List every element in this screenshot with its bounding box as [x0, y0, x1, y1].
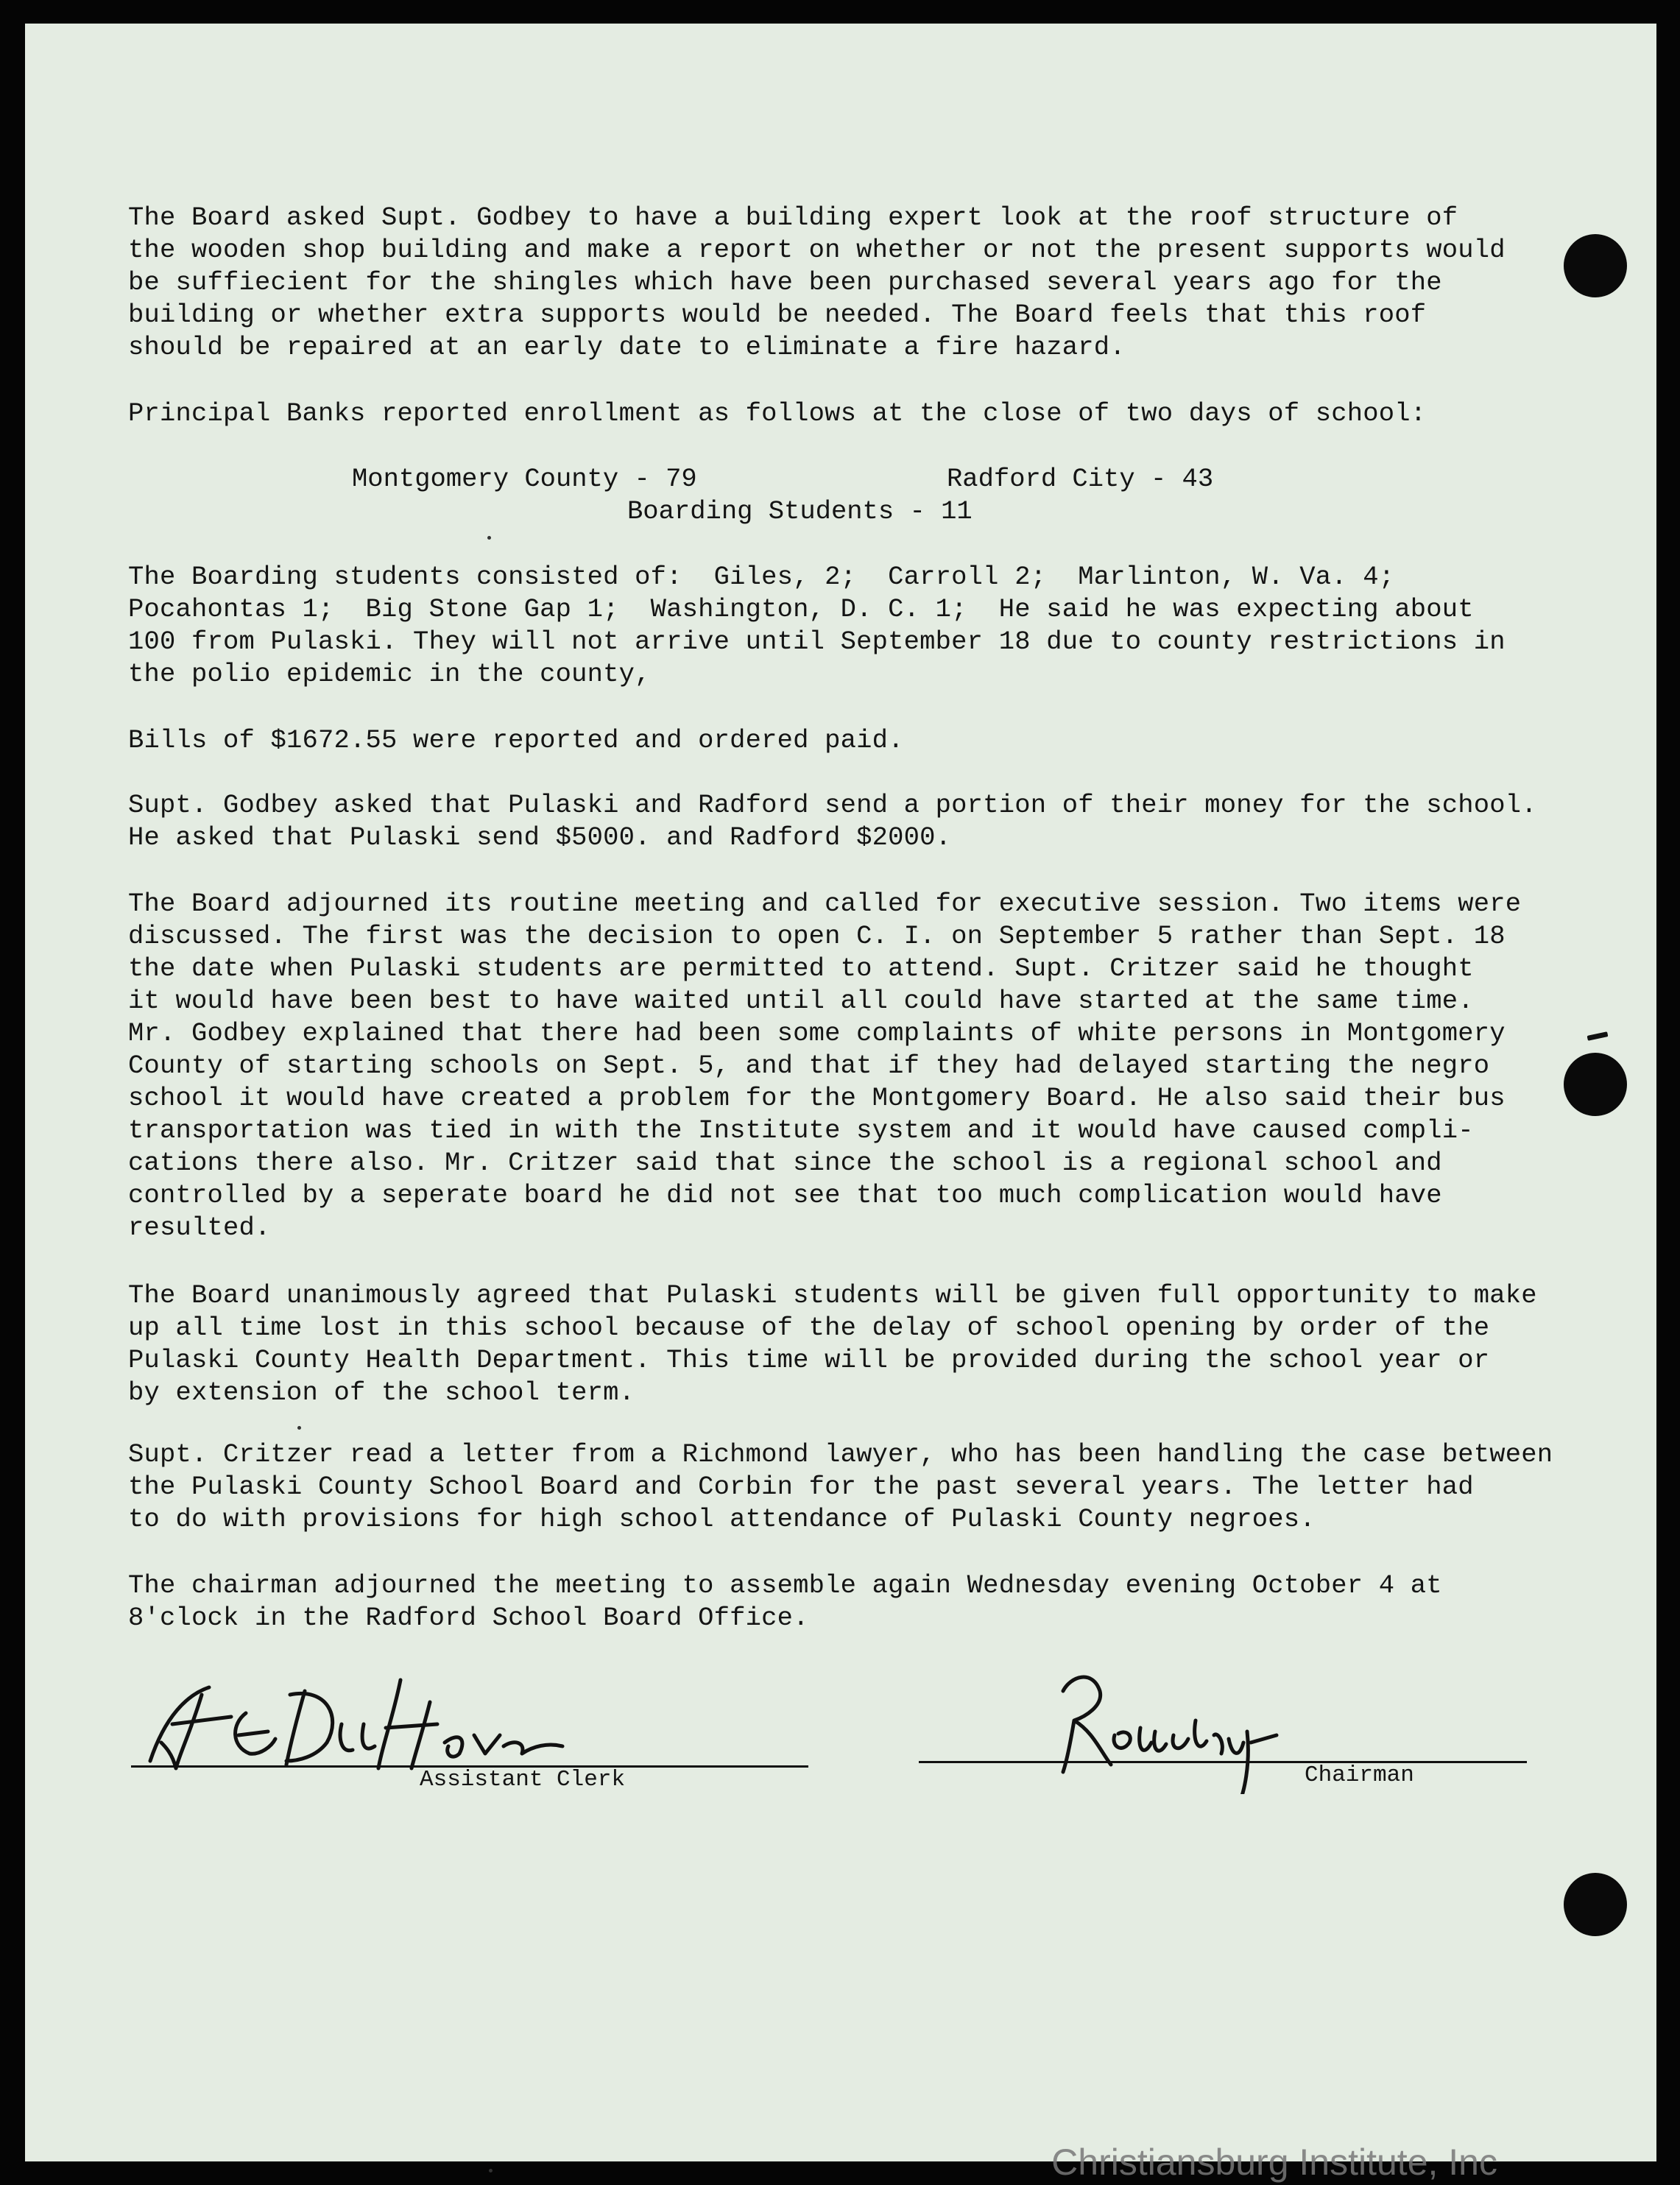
ink-dot [489, 2169, 493, 2172]
ink-dot [297, 1426, 301, 1430]
assistant-clerk-label: Assistant Clerk [420, 1767, 626, 1793]
watermark: Christiansburg Institute, Inc [1051, 2142, 1497, 2183]
enrollment-montgomery: Montgomery County - 79 [352, 464, 697, 494]
paragraph-roof-inspection: The Board asked Supt. Godbey to have a building expert look at the roof structure of the wooden shop building and make a report on whether or not the present supports would be suffiecient for the shingles which have been purchased several years ago for the building or whether extra supports would be needed. The Board feels that this roof should be repaired at an early date to eliminate a fire hazard. [128, 202, 1506, 362]
paragraph-richmond-lawyer: Supt. Critzer read a letter from a Richmond lawyer, who has been handling the case between the Pulaski County School Board and Corbin for the past several years. The letter had to do with provisions for high school attendance of Pulaski County negroes. [128, 1439, 1553, 1534]
paragraph-pulaski-students: The Board unanimously agreed that Pulaski students will be given full opportunity to make up all time lost in this school because of the delay of school opening by order of the Pulaski County Health Department. This time will be provided during the school year or by extension of the school term. [128, 1280, 1537, 1408]
paragraph-funding-request: Supt. Godbey asked that Pulaski and Radford send a portion of their money for the school. He asked that Pulaski send $5000. and Radford $2000. [128, 790, 1537, 853]
paragraph-enrollment-intro: Principal Banks reported enrollment as follows at the close of two days of school: [128, 398, 1427, 428]
paragraph-executive-session: The Board adjourned its routine meeting and called for executive session. Two items were discussed. The first was the decision to open C. I. on September 5 rather than Sept. 18 the date when Pulaski students are permitted to attend. Supt. Critzer said he thought it would have been best to have waited until all could have started at the same time. Mr. Godbey explained that there had been some complaints of white persons in Montgomery County of starting schools on Sept. 5, and that if they had delayed starting the negro school it would have created a problem for the Montgomery Board. He also said their bus transportation was tied in with the Institute system and it would have caused compli- cations there also. Mr. Critzer said that since the school is a regional school and controlled by a seperate board he did not see that too much complication would have resulted. [128, 889, 1522, 1243]
paragraph-adjournment: The chairman adjourned the meeting to assemble again Wednesday evening October 4 at 8'clock in the Radford School Board Office. [128, 1570, 1442, 1633]
signature-line-right [919, 1761, 1527, 1763]
punch-hole-bottom [1564, 1873, 1627, 1936]
chairman-signature [1041, 1662, 1350, 1794]
enrollment-radford: Radford City - 43 [947, 464, 1214, 494]
paragraph-bills: Bills of $1672.55 were reported and ordered paid. [128, 725, 904, 755]
paragraph-boarding-students: The Boarding students consisted of: Giles, 2; Carroll 2; Marlinton, W. Va. 4; Pocahontas 1; Big Stone Gap 1; Washington, D. C. 1; He said he was expecting about 100 from Pulaski. They will not arrive until September 18 due to county restrictions in the polio epidemic in the county, [128, 562, 1506, 689]
ink-dot [487, 536, 491, 540]
enrollment-boarding: Boarding Students - 11 [627, 496, 973, 526]
chairman-label: Chairman [1305, 1762, 1414, 1788]
document-page [25, 24, 1656, 2161]
